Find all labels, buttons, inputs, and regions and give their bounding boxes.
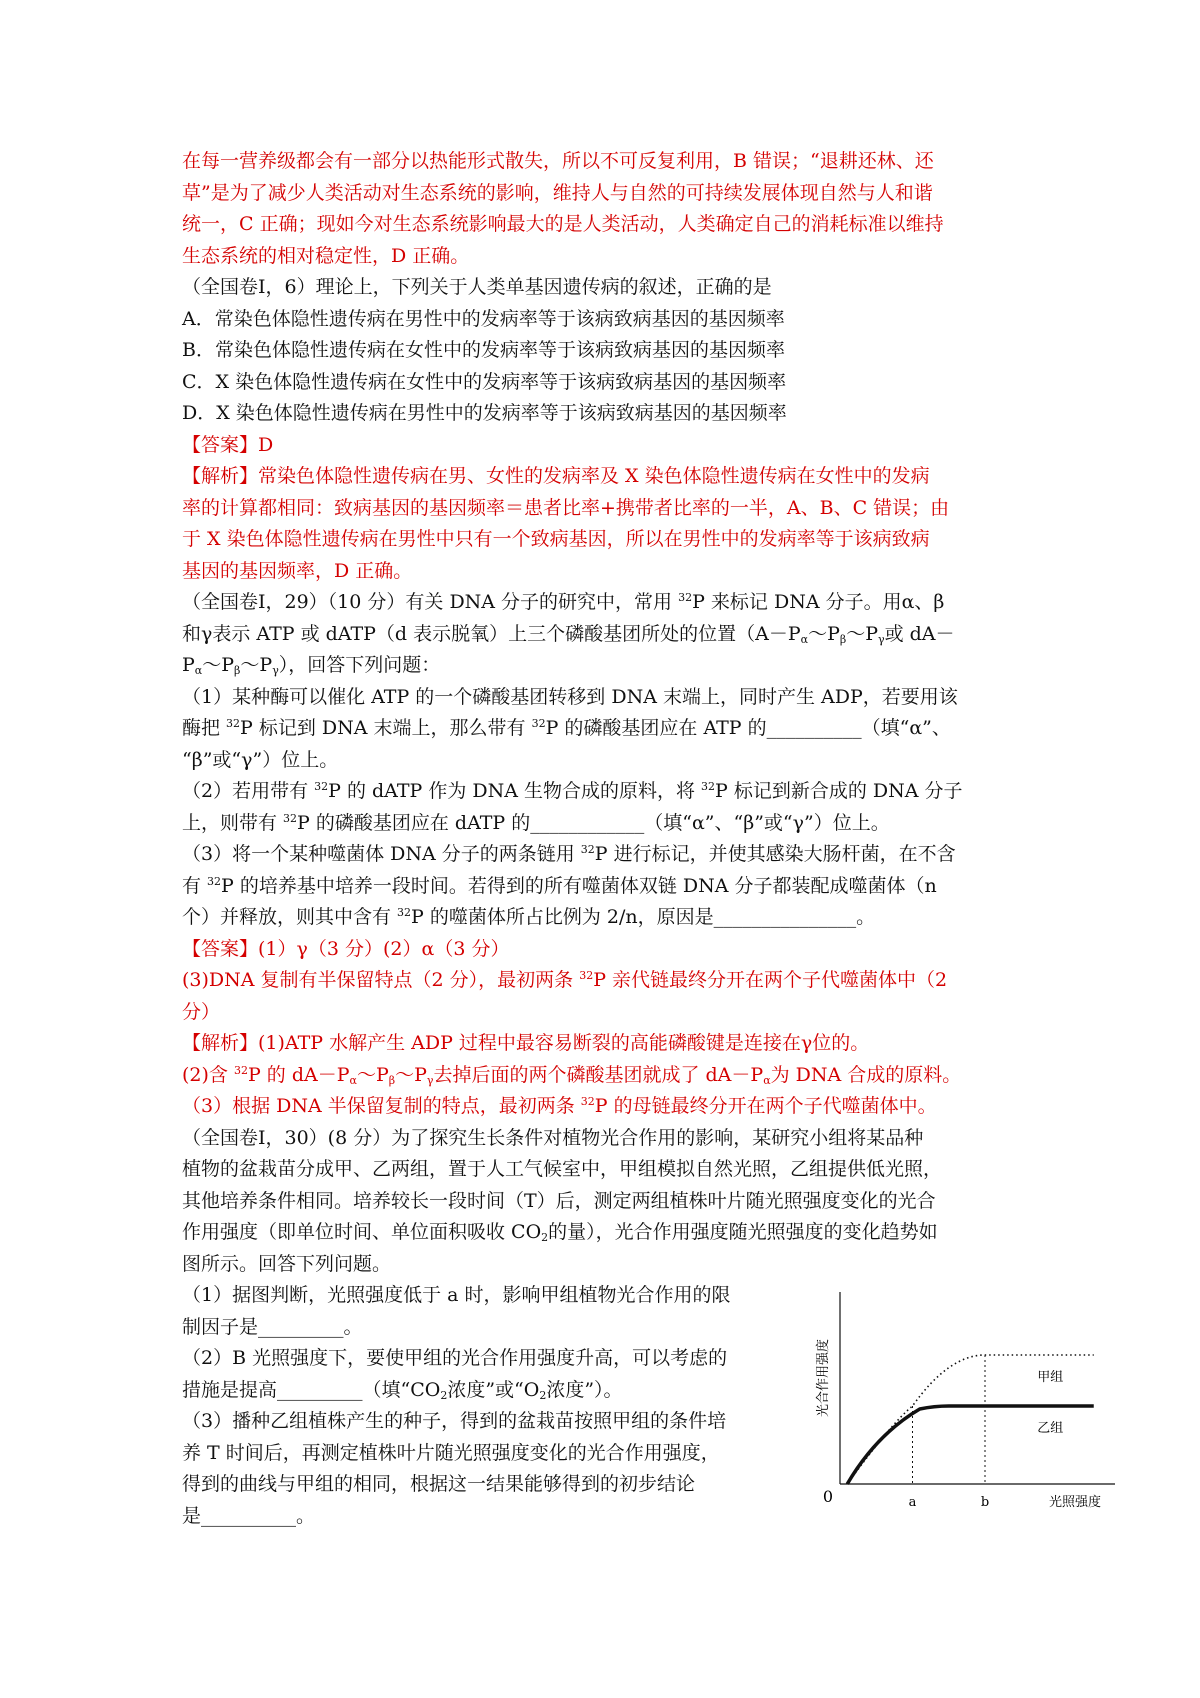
q29-part-3: （3）将一个某种噬菌体 DNA 分子的两条链用 $^{32}$P 进行标记，并使其感染大肠杆菌，在不含 — [182, 843, 956, 865]
origin-label: 0 — [822, 1487, 834, 1506]
photosynthesis-chart — [800, 1284, 1120, 1524]
x-axis-label: 光照强度 — [1048, 1495, 1102, 1510]
q30-stem: 植物的盆栽苗分成甲、乙两组，置于人工气候室中，甲组模拟自然光照，乙组提供低光照， — [182, 1158, 943, 1180]
q30-part-1: （1）据图判断，光照强度低于 a 时，影响甲组植物光合作用的限 — [182, 1284, 731, 1306]
q6-option-a: A．常染色体隐性遗传病在男性中的发病率等于该病致病基因的基因频率 — [182, 307, 785, 330]
series-label: 甲组 — [1037, 1370, 1064, 1385]
q30-part-2: 措施是提高_________（填“$CO_2$浓度”或“$O_2$浓度”）。 — [182, 1378, 623, 1402]
q30-part-2: （2）B 光照强度下，要使甲组的光合作用强度升高，可以考虑的 — [182, 1347, 728, 1369]
y-axis-label: 光合作用强度 — [816, 1338, 831, 1418]
q30-part-3: 得到的曲线与甲组的相同，根据这一结果能够得到的初步结论 — [182, 1473, 696, 1495]
q29-stem: （全国卷Ⅰ，29）（10 分）有关 DNA 分子的研究中，常用 $^{32}$P 来标记 DNA 分子。用α、β — [182, 591, 945, 613]
q29-answer: 【答案】(1）γ（3 分）(2）α（3 分） — [182, 937, 510, 960]
q6-explanation: 【解析】常染色体隐性遗传病在男、女性的发病率及 X 染色体隐性遗传病在女性中的发病 — [182, 465, 930, 487]
series-label: 乙组 — [1037, 1421, 1064, 1436]
q6-option-c: C．X 染色体隐性遗传病在女性中的发病率等于该病致病基因的基因频率 — [182, 370, 787, 393]
text-line: 草”是为了减少人类活动对生态系统的影响，维持人与自然的可持续发展体现自然与人和谐 — [182, 181, 933, 204]
x-tick-label-a: a — [908, 1495, 917, 1510]
q6-explanation: 率的计算都相同：致病基因的基因频率＝患者比率+携带者比率的一半，A、B、C 错误；由 — [182, 496, 950, 519]
q6-option-b: B．常染色体隐性遗传病在女性中的发病率等于该病致病基因的基因频率 — [182, 339, 785, 361]
q29-answer: 分） — [182, 1000, 221, 1023]
q30-stem: 其他培养条件相同。培养较长一段时间（T）后，测定两组植株叶片随光照强度变化的光合 — [182, 1189, 936, 1212]
x-tick-label-b: b — [980, 1495, 990, 1510]
q29-explanation: 【解析】(1)ATP 水解产生 ADP 过程中最容易断裂的高能磷酸键是连接在γ位的。 — [182, 1032, 870, 1054]
q29-part-1: 酶把 $^{32}$P 标记到 DNA 末端上，那么带有 $^{32}$P 的磷酸基团应在 ATP 的__________（填“α”、 — [182, 717, 951, 739]
q30-stem: 图所示。回答下列问题。 — [182, 1252, 392, 1275]
q29-part-3: 有 $^{32}$P 的培养基中培养一段时间。若得到的所有噬菌体双链 DNA 分子都装配成噬菌体（n — [182, 874, 937, 897]
q30-questions — [182, 1280, 782, 1532]
q29-stem: 和γ表示 ATP 或 dATP（d 表示脱氧）上三个磷酸基团所处的位置（$A-P_\alpha\sim P_\beta\sim P_\gamma$或 dA－ — [182, 622, 955, 646]
text-line: 统一，C 正确；现如今对生态系统影响最大的是人类活动，人类确定自己的消耗标准以维持 — [182, 213, 944, 235]
q30-part-1: 制因子是_________。 — [182, 1315, 363, 1338]
q29-explanation: (2)含 $^{32}$P 的 $dA-P_\alpha\sim P_\beta\sim P_\gamma$去掉后面的两个磷酸基团就成了 $dA-P_\alpha$为 DNA 合成的原料。 — [182, 1063, 962, 1087]
text-line: 生态系统的相对稳定性，D 正确。 — [182, 244, 470, 267]
q6-option-d: D．X 染色体隐性遗传病在男性中的发病率等于该病致病基因的基因频率 — [182, 402, 787, 424]
q29-part-1: “β”或“γ”）位上。 — [182, 748, 339, 771]
q29-explanation: （3）根据 DNA 半保留复制的特点，最初两条 $^{32}$P 的母链最终分开在两个子代噬菌体中。 — [182, 1095, 937, 1117]
chart-svg — [800, 1284, 1120, 1524]
q6-explanation: 于 X 染色体隐性遗传病在男性中只有一个致病基因，所以在男性中的发病率等于该病致病 — [182, 528, 930, 550]
q29-part-2: （2）若用带有 $^{32}$P 的 dATP 作为 DNA 生物合成的原料，将 $^{32}$P 标记到新合成的 DNA 分子 — [182, 780, 963, 802]
q30-part-3: （3）播种乙组植株产生的种子，得到的盆栽苗按照甲组的条件培 — [182, 1410, 727, 1432]
q30-stem: （全国卷Ⅰ，30）(8 分）为了探究生长条件对植物光合作用的影响，某研究小组将某品种 — [182, 1126, 924, 1149]
q30-stem: 作用强度（即单位时间、单位面积吸收 $CO_2$的量），光合作用强度随光照强度的变化趋势如 — [182, 1221, 938, 1244]
q30-part-3: 养 T 时间后，再测定植株叶片随光照强度变化的光合作用强度， — [182, 1441, 720, 1464]
q29-part-3: 个）并释放，则其中含有 $^{32}$P 的噬菌体所占比例为 2/n，原因是_______________。 — [182, 906, 876, 928]
q6-explanation: 基因的基因频率，D 正确。 — [182, 559, 413, 582]
q30-part-3: 是__________。 — [182, 1504, 316, 1527]
q29-stem: $P_\alpha\sim P_\beta\sim P_\gamma$），回答下列问题： — [182, 654, 441, 677]
text-line: 在每一营养级都会有一部分以热能形式散失，所以不可反复利用，B 错误；“退耕还林、还 — [182, 150, 934, 172]
q6-answer: 【答案】D — [182, 433, 274, 456]
q29-part-2: 上，则带有 $^{32}$P 的磷酸基团应在 dATP 的____________（填“α”、“β”或“γ”）位上。 — [182, 811, 890, 834]
q6-stem: （全国卷Ⅰ，6）理论上，下列关于人类单基因遗传病的叙述，正确的是 — [182, 276, 772, 298]
q29-part-1: （1）某种酶可以催化 ATP 的一个磷酸基团转移到 DNA 末端上，同时产生 ADP，若要用该 — [182, 685, 958, 708]
series-line-yi — [847, 1406, 1094, 1484]
q29-answer: (3)DNA 复制有半保留特点（2 分），最初两条 $^{32}$P 亲代链最终分开在两个子代噬菌体中（2 — [182, 969, 948, 991]
